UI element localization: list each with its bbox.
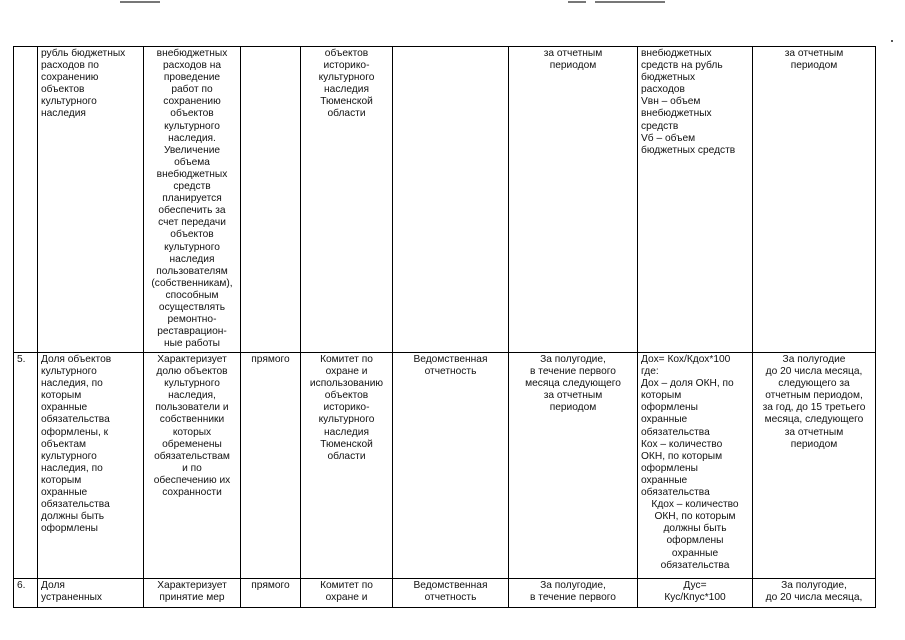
formula-definition-tail: Кдох – количество ОКН, по которым должны быть оформлены охранные обязательства bbox=[651, 499, 739, 571]
responsible-cell: Комитет по охране и bbox=[301, 579, 393, 608]
indicator-description-cell: Характеризует принятие мер bbox=[144, 579, 241, 608]
data-source-cell: Ведомственная отчетность bbox=[393, 353, 509, 579]
scan-speck bbox=[891, 40, 893, 42]
formula-definition: Дох= Кох/Кдох*100 где: Дох – доля ОКН, по которым оформлены охранные обязательства Кох – количество ОКН, по которым оформлены охранные обязательства bbox=[641, 354, 734, 499]
deadline-cell: за отчетным периодом bbox=[753, 47, 876, 353]
deadline-cell: За полугодие до 20 числа месяца, следующего за отчетным периодом, за год, до 15 третьего месяца, следующего за отчетным периодом bbox=[753, 353, 876, 579]
formula-cell bbox=[638, 353, 753, 579]
data-source-cell: Ведомственная отчетность bbox=[393, 579, 509, 608]
row-number bbox=[14, 47, 38, 353]
indicator-name-cell: Доля объектов культурного наследия, по которым охранные обязательства оформлены, к объектам культурного наследия, по которым охранные обязательства должны быть оформлены bbox=[38, 353, 144, 579]
indicators-table bbox=[13, 46, 876, 608]
row-number: 6. bbox=[14, 579, 38, 608]
indicator-type-cell: прямого bbox=[241, 579, 301, 608]
indicator-type-cell bbox=[241, 47, 301, 353]
table-row bbox=[14, 579, 876, 608]
formula-cell: внебюджетных средств на рубль бюджетных расходов Vвн – объем внебюджетных средств Vб – объем бюджетных средств bbox=[638, 47, 753, 353]
table-row bbox=[14, 47, 876, 353]
indicator-name-cell: рубль бюджетных расходов по сохранению объектов культурного наследия bbox=[38, 47, 144, 353]
frequency-cell: За полугодие, в течение первого bbox=[509, 579, 638, 608]
table-row bbox=[14, 353, 876, 579]
frequency-cell: За полугодие, в течение первого месяца следующего за отчетным периодом bbox=[509, 353, 638, 579]
indicator-description-cell: внебюджетных расходов на проведение работ по сохранению объектов культурного наследия. Увеличение объема внебюджетных средств планируется обеспечить за счет передачи объектов культурного наследия пользователям (собственникам), способным осуществлять ремонтно- реставрацион- ные работы bbox=[144, 47, 241, 353]
data-source-cell bbox=[393, 47, 509, 353]
frequency-cell: за отчетным периодом bbox=[509, 47, 638, 353]
responsible-cell: Комитет по охране и использованию объектов историко- культурного наследия Тюменской области bbox=[301, 353, 393, 579]
scan-top-edge bbox=[0, 0, 905, 10]
deadline-cell: За полугодие, до 20 числа месяца, bbox=[753, 579, 876, 608]
responsible-cell: объектов историко- культурного наследия Тюменской области bbox=[301, 47, 393, 353]
row-number: 5. bbox=[14, 353, 38, 579]
formula-cell: Дус= Кус/Кпус*100 bbox=[638, 579, 753, 608]
indicator-type-cell: прямого bbox=[241, 353, 301, 579]
indicator-description-cell: Характеризует долю объектов культурного наследия, пользователи и собственники которых обременены обязательствам и по обеспечению их сохранности bbox=[144, 353, 241, 579]
indicator-name-cell: Доля устраненных bbox=[38, 579, 144, 608]
